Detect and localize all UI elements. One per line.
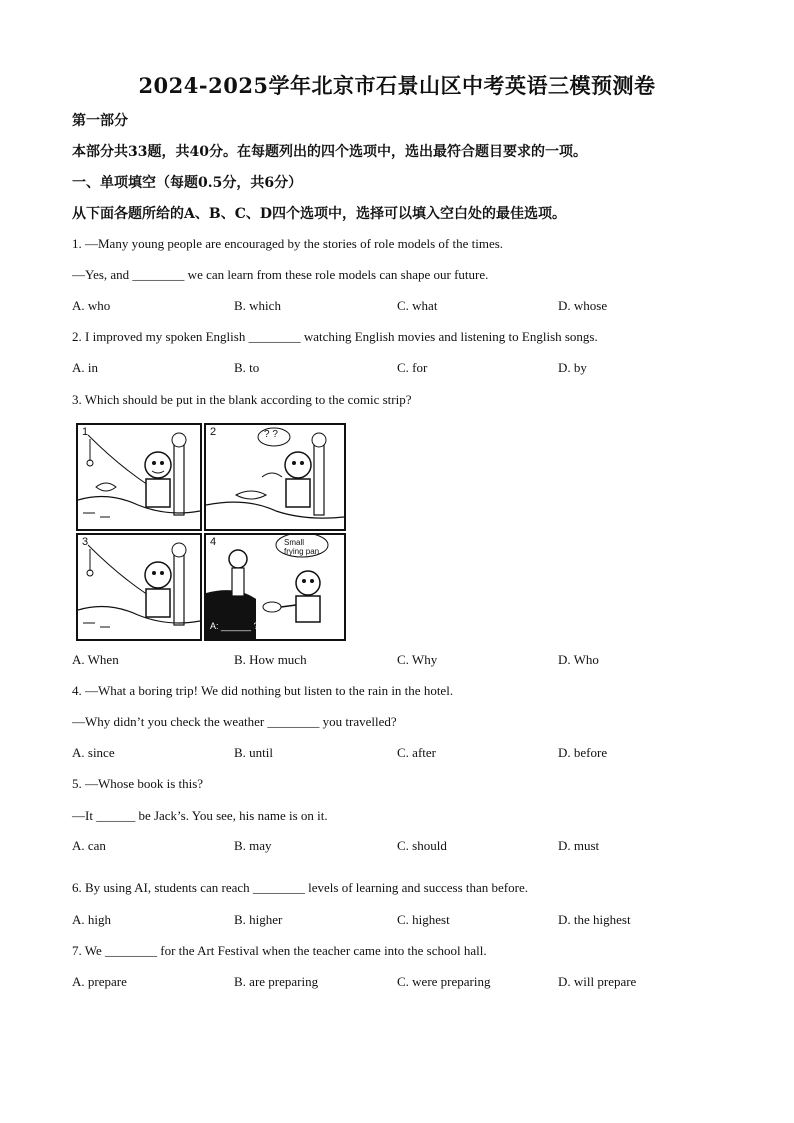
question-4-line-1: 4. —What a boring trip! We did nothing but listen to the rain in the hotel. [72,683,454,698]
fishing-again-illustration [78,535,200,639]
question-5-line-1: 5. —Whose book is this? [72,776,204,791]
panel-number: 1 [82,426,89,438]
option-c: C. after [397,745,436,760]
option-d: D. the highest [558,912,631,927]
part-instruction: 本部分共33题，共40分。在每题列出的四个选项中，选出最符合题目要求的一项。 [72,144,587,160]
part-heading: 第一部分 [72,113,128,129]
speech-bubble-text: Small frying pan. [284,538,322,556]
question-1-options [72,298,722,316]
comic-strip [76,423,346,639]
option-c: C. Why [397,652,438,667]
question-3-line-1: 3. Which should be put in the blank according to the comic strip? [72,392,412,407]
question-6-line-1: 6. By using AI, students can reach ________ levels of learning and success than before. [72,880,528,895]
question-5-line-2: —It ______ be Jack’s. You see, his name is on it. [72,808,328,823]
question-5-options [72,838,722,856]
option-a: A. can [72,838,106,853]
option-c: C. for [397,360,428,375]
option-d: D. Who [558,652,599,667]
option-d: D. will prepare [558,974,637,989]
option-a: A. since [72,745,115,760]
option-a: A. who [72,298,111,313]
option-a: A. When [72,652,119,667]
option-c: C. highest [397,912,450,927]
page-title: 2024-2025学年北京市石景山区中考英语三模预测卷 [138,73,656,98]
option-a: A. prepare [72,974,127,989]
answer-blank: A: ______ ? [210,621,259,631]
comic-panel-1 [76,423,202,531]
question-3-options [72,652,722,670]
option-c: C. what [397,298,438,313]
question-6-options [72,912,722,930]
option-d: D. before [558,745,608,760]
option-b: B. higher [234,912,283,927]
question-7-options [72,974,722,992]
panel-number: 4 [210,536,217,548]
question-marks: ? ? [264,429,278,440]
question-4-options [72,745,722,763]
option-d: D. must [558,838,600,853]
question-1-line-2: —Yes, and ________ we can learn from these role models can shape our future. [72,267,489,282]
question-2-line-1: 2. I improved my spoken English ________ watching English movies and listening to English songs. [72,329,598,344]
confused-man-illustration [206,425,344,529]
option-c: C. were preparing [397,974,491,989]
option-a: A. in [72,360,98,375]
option-b: B. How much [234,652,307,667]
section-instruction: 从下面各题所给的A、B、C、D四个选项中，选择可以填入空白处的最佳选项。 [72,206,566,222]
option-a: A. high [72,912,111,927]
comic-panel-4 [204,533,346,641]
panel-number: 2 [210,426,217,438]
section-heading: 一、单项填空（每题0.5分，共6分） [72,175,303,191]
option-b: B. which [234,298,281,313]
option-d: D. by [558,360,587,375]
option-c: C. should [397,838,447,853]
comic-panel-2 [204,423,346,531]
question-4-line-2: —Why didn’t you check the weather ________ you travelled? [72,714,397,729]
comic-panel-3 [76,533,202,641]
question-1-line-1: 1. —Many young people are encouraged by the stories of role models of the times. [72,236,504,251]
question-2-options [72,360,722,378]
panel-number: 3 [82,536,89,548]
option-b: B. to [234,360,260,375]
option-b: B. may [234,838,272,853]
option-b: B. are preparing [234,974,319,989]
question-7-line-1: 7. We ________ for the Art Festival when the teacher came into the school hall. [72,943,487,958]
fishing-man-illustration [78,425,200,529]
option-b: B. until [234,745,274,760]
option-d: D. whose [558,298,608,313]
